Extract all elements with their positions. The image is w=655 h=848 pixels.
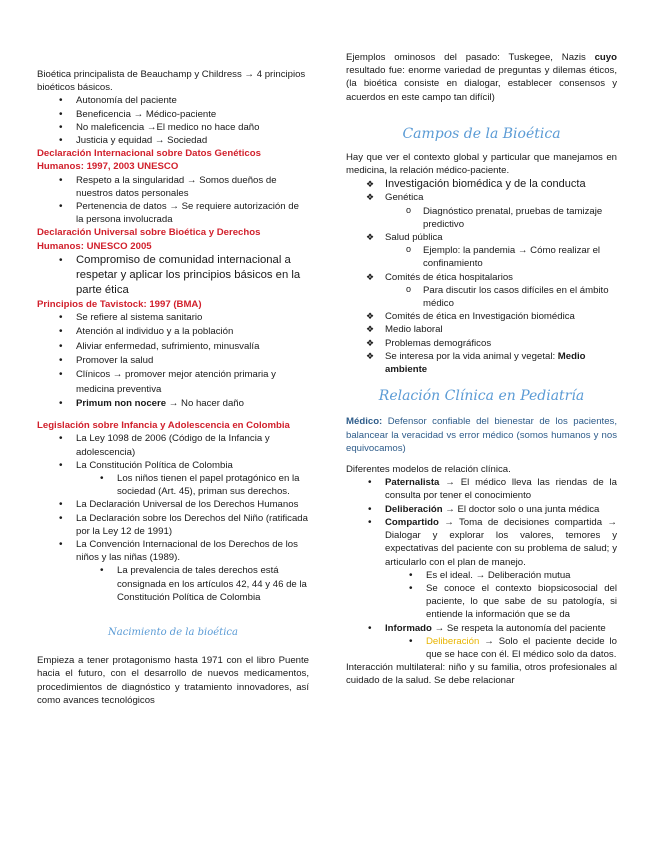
sub-list	[346, 205, 617, 231]
section-title-bioetica-derechos: Declaración Universal sobre Bioética y Derechos Humanos: UNESCO 2005	[37, 227, 261, 252]
right-column	[346, 51, 617, 688]
sub-list-item: o Para discutir los casos difíciles en el ámbito médico	[346, 284, 617, 310]
list-item	[346, 350, 617, 376]
list-item	[346, 271, 617, 311]
sub-list-text: → Solo el paciente decide lo que se hace con él. El médico solo da datos.	[426, 635, 617, 660]
list-item	[346, 476, 617, 502]
list-item: • Beneficencia → Médico-paciente	[37, 108, 309, 121]
list-item: • La Declaración sobre los Derechos del Niño (ratificada por la Ley 12 de 1991)	[37, 512, 309, 538]
list-item-text: La Constitución Política de Colombia	[76, 459, 233, 471]
sub-list	[37, 472, 309, 498]
model-desc: → El médico lleva las riendas de la consulta por tener el conocimiento	[385, 477, 617, 502]
list-item: ❖ Medio laboral	[346, 323, 617, 336]
list-item: • Respeto a la singularidad → Somos dueños de nuestros datos personales	[37, 174, 309, 200]
section-title-datos-geneticos: Declaración Internacional sobre Datos Genéticos Humanos: 1997, 2003 UNESCO	[37, 148, 261, 173]
ejemplos-text-rest: resultado fue: enorme variedad de preguntas y dilemas éticos, (la bioética consiste en dialogar, establecer consensos y acuerdos en este campo tan difícil)	[346, 65, 617, 103]
model-desc: → Toma de decisiones compartida → Dialogar y explorar los valores, temores y expectativas del paciente con su problema de salud; y articularlo con el plan de manejo.	[385, 516, 617, 568]
legislacion-list	[37, 432, 309, 604]
sub-list-item: • Es el ideal. → Deliberación mutua	[346, 569, 617, 582]
heading-nacimiento: Nacimiento de la bioética	[108, 626, 238, 638]
sub-list-item: o Ejemplo: la pandemia → Cómo realizar el confinamiento	[346, 244, 617, 270]
list-item: • Se refiere al sistema sanitario	[37, 311, 309, 325]
list-item: ❖ Comités de ética en Investigación biomédica	[346, 310, 617, 323]
heading-campos: Campos de la Bioética	[402, 125, 561, 142]
list-item	[37, 459, 309, 499]
model-desc: → El doctor solo o una junta médica	[442, 503, 600, 515]
model-name: Deliberación	[385, 503, 443, 515]
list-item: • Atención al individuo y a la población	[37, 325, 309, 339]
sub-list-item	[346, 635, 617, 661]
list-item: • Pertenencia de datos → Se requiere autorización de la persona involucrada	[37, 200, 309, 226]
principles-list	[37, 94, 309, 147]
sub-list	[346, 244, 617, 270]
ejemplos-text: Ejemplos ominosos del pasado: Tuskegee, Nazis	[346, 52, 595, 63]
list-item: • Clínicos → promover mejor atención primaria y medicina preventiva	[37, 368, 309, 397]
campos-intro: Hay que ver el contexto global y particular que manejamos en medicina, la relación médico-paciente.	[346, 152, 617, 177]
list-item-text: Salud pública	[385, 232, 443, 244]
list-item: • La Declaración Universal de los Derechos Humanos	[37, 498, 309, 511]
sub-list	[346, 635, 617, 661]
modelos-intro: Diferentes modelos de relación clínica.	[346, 464, 511, 476]
section-title-legislacion: Legislación sobre Infancia y Adolescencia en Colombia	[37, 420, 290, 432]
sub-list-item: o Diagnóstico prenatal, pruebas de tamizaje predictivo	[346, 205, 617, 231]
sub-list	[346, 569, 617, 622]
list-item-text: Se interesa por la vida animal y vegetal:	[385, 350, 558, 362]
primum-label: Primum non nocere	[76, 397, 167, 409]
list-item	[37, 397, 309, 411]
decl2-list	[37, 253, 309, 298]
list-item: • Justicia y equidad → Sociedad	[37, 134, 309, 147]
sub-list-item: • La prevalencia de tales derechos está consignada en los artículos 42, 44 y 46 de la Constitución Política de Colombia	[37, 564, 309, 604]
list-item: ❖ Investigación biomédica y de la conducta	[346, 177, 617, 191]
list-item: • La Ley 1098 de 2006 (Código de la Infancia y adolescencia)	[37, 432, 309, 458]
model-name: Paternalista	[385, 477, 440, 489]
model-name: Compartido	[385, 516, 439, 528]
list-item-bold: Medio ambiente	[385, 350, 586, 376]
left-column	[37, 68, 309, 707]
medico-text: Defensor confiable del bienestar de los pacientes, balancear la veracidad vs error médico (somos humanos y nos equivocamos)	[346, 416, 617, 454]
medico-paragraph	[346, 415, 617, 455]
primum-text: → No hacer daño	[166, 397, 244, 409]
list-item: • Compromiso de comunidad internacional a respetar y aplicar los principios básicos en la parte ética	[37, 253, 309, 298]
list-item-text: Genética	[385, 192, 424, 204]
medico-label: Médico:	[346, 416, 383, 428]
list-item-text: La Convención Internacional de los Derechos de los niños y las niñas (1989).	[76, 538, 298, 564]
model-name: Informado	[385, 622, 432, 634]
ejemplos-bold: cuyo	[594, 52, 617, 63]
list-item: • No maleficencia →El medico no hace daño	[37, 121, 309, 134]
list-item	[346, 231, 617, 271]
heading-relacion-clinica: Relación Clínica en Pediatría	[378, 388, 585, 405]
sub-list-item: • Los niños tienen el papel protagónico en la sociedad (Art. 45), priman sus derechos.	[37, 472, 309, 498]
list-item: ❖ Problemas demográficos	[346, 337, 617, 350]
modelos-list	[346, 476, 617, 661]
list-item: • Autonomía del paciente	[37, 94, 309, 107]
model-desc: → Se respeta la autonomía del paciente	[431, 622, 606, 634]
list-item: • Promover la salud	[37, 354, 309, 368]
list-item: • Aliviar enfermedad, sufrimiento, minusvalía	[37, 340, 309, 354]
list-item	[346, 516, 617, 622]
sub-list-item: • Se conoce el contexto biopsicosocial del paciente, lo que sabe de su patología, si entiende la información que se da	[346, 582, 617, 622]
list-item	[37, 538, 309, 604]
list-item	[346, 503, 617, 516]
list-item	[346, 622, 617, 662]
section-title-tavistock: Principios de Tavistock: 1997 (BMA)	[37, 298, 202, 310]
intro-paragraph: Bioética principalista de Beauchamp y Childress → 4 principios bioéticos básicos.	[37, 69, 306, 94]
sub-list	[37, 564, 309, 604]
tavistock-list	[37, 311, 309, 411]
ejemplos-paragraph	[346, 51, 617, 104]
campos-list	[346, 177, 617, 376]
nacimiento-paragraph: Empieza a tener protagonismo hasta 1971 con el libro Puente hacia el futuro, con el desarrollo de nuevos medicamentos, procedimientos de diagnóstico y tratamiento innovadores, así como avances tecnológicos	[37, 655, 309, 706]
list-item	[346, 191, 617, 231]
interaccion-paragraph: Interacción multilateral: niño y su familia, otros profesionales al cuidado de la salud. Se debe relacionar	[346, 662, 617, 687]
sub-list	[346, 284, 617, 310]
highlight-word: Deliberación	[426, 635, 480, 647]
list-item-text: Comités de ética hospitalarios	[385, 271, 513, 283]
decl1-list	[37, 174, 309, 227]
